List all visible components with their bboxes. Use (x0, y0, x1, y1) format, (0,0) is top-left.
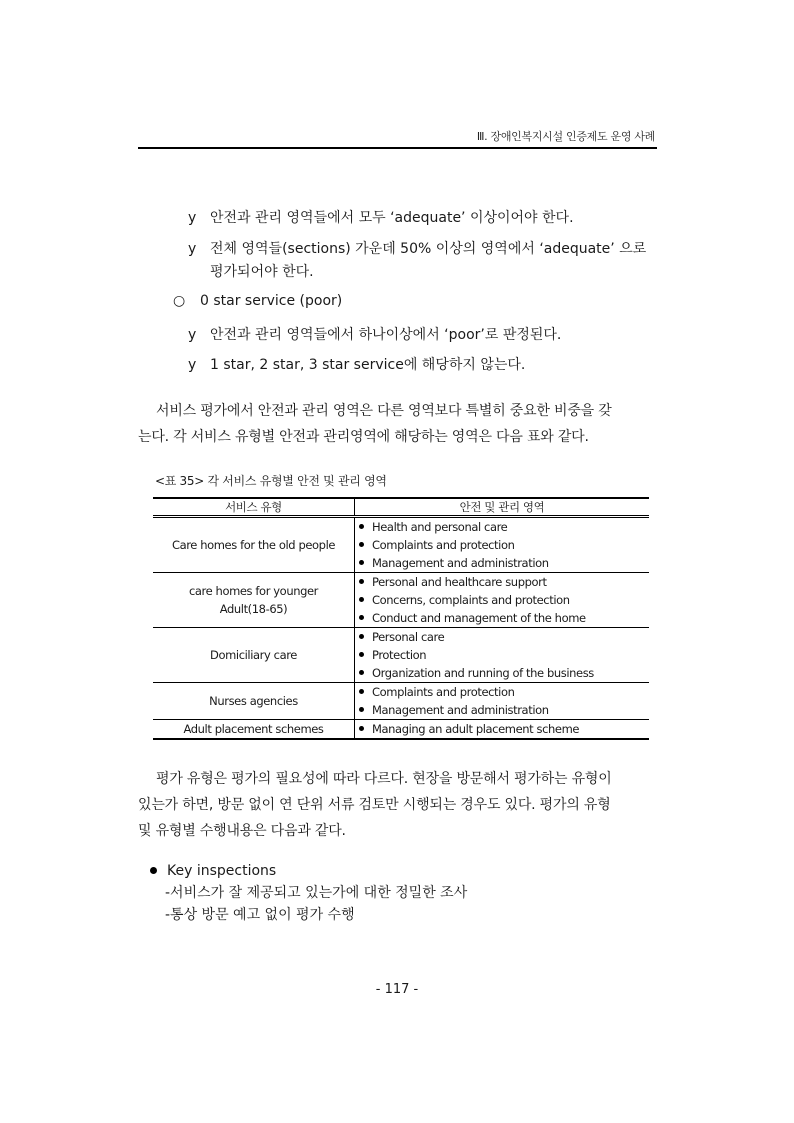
bullet-dot-icon (359, 689, 364, 694)
list-item: -통상 방문 예고 없이 평가 수행 (165, 907, 355, 923)
table-header-row (153, 498, 649, 517)
service-type-cell: Nurses agencies (153, 683, 355, 720)
zero-star-heading (173, 291, 342, 311)
area-label: Management and administration (372, 703, 549, 717)
bullet-dot-icon (359, 524, 364, 529)
list-item (355, 628, 649, 646)
circle-bullet-icon: ○ (173, 293, 186, 309)
areas-cell (355, 683, 650, 720)
criteria-item (188, 208, 574, 228)
paragraph-line: 및 유형별 수행내용은 다음과 같다. (138, 823, 346, 839)
inspection-heading (150, 861, 276, 881)
list-item (355, 683, 649, 701)
table-row (153, 683, 649, 720)
paragraph-line: 서비스 평가에서 안전과 관리 영역은 다른 영역보다 특별히 중요한 비중을 갖 (156, 403, 612, 419)
criteria-item (188, 325, 561, 345)
bullet-dot-icon (150, 867, 157, 874)
list-item (355, 536, 649, 554)
bullet-dot-icon (359, 726, 364, 731)
area-label: Complaints and protection (372, 538, 515, 552)
criteria-text: 안전과 관리 영역들에서 하나이상에서 ‘poor’로 판정된다. (210, 327, 562, 343)
area-label: Personal care (372, 630, 445, 644)
area-label: Protection (372, 648, 427, 662)
areas-cell (355, 720, 650, 740)
criteria-text-continued: 평가되어야 한다. (210, 264, 314, 280)
area-label: Organization and running of the business (372, 666, 594, 680)
page-number: - 117 - (375, 982, 419, 997)
criteria-text: 전체 영역들(sections) 가운데 50% 이상의 영역에서 ‘adequate’ 으로 (210, 241, 647, 257)
bullet-dot-icon (359, 597, 364, 602)
area-label: Management and administration (372, 556, 549, 570)
service-type-cell (153, 573, 355, 628)
paragraph-line: 평가 유형은 평가의 필요성에 따라 다르다. 현장을 방문해서 평가하는 유형이 (156, 771, 612, 787)
inspection-title: Key inspections (167, 863, 277, 879)
bullet-y: y (188, 327, 197, 343)
bullet-dot-icon (359, 542, 364, 547)
criteria-text: 안전과 관리 영역들에서 모두 ‘adequate’ 이상이어야 한다. (210, 210, 574, 226)
list-item (355, 646, 649, 664)
header-service-type: 서비스 유형 (153, 498, 355, 517)
bullet-dot-icon (359, 652, 364, 657)
service-type-line: Adult(18-65) (219, 602, 288, 616)
bullet-dot-icon (359, 579, 364, 584)
list-item (355, 609, 649, 627)
table-row (153, 628, 649, 683)
area-label: Health and personal care (372, 520, 508, 534)
bullet-y: y (188, 241, 197, 257)
zero-star-label: 0 star service (poor) (200, 293, 343, 309)
criteria-item (188, 239, 646, 259)
list-item (355, 554, 649, 572)
bullet-dot-icon (359, 615, 364, 620)
list-item (355, 701, 649, 719)
service-type-cell: Care homes for the old people (153, 517, 355, 573)
paragraph-1 (138, 398, 658, 450)
paragraph-line: 는다. 각 서비스 유형별 안전과 관리영역에 해당하는 영역은 다음 표와 같다. (138, 429, 589, 445)
table-row (153, 517, 649, 573)
service-table (153, 497, 649, 740)
service-type-cell: Domiciliary care (153, 628, 355, 683)
list-item (355, 518, 649, 536)
area-label: Complaints and protection (372, 685, 515, 699)
list-item (355, 664, 649, 682)
bullet-dot-icon (359, 560, 364, 565)
bullet-dot-icon (359, 707, 364, 712)
table-row (153, 720, 649, 740)
service-type-line: care homes for younger (188, 584, 318, 598)
bullet-y: y (188, 210, 197, 226)
list-item (355, 573, 649, 591)
area-label: Conduct and management of the home (372, 611, 586, 625)
table-row (153, 573, 649, 628)
areas-cell (355, 573, 650, 628)
area-label: Concerns, complaints and protection (372, 593, 570, 607)
bullet-y: y (188, 357, 197, 373)
criteria-item (188, 355, 525, 375)
areas-cell (355, 628, 650, 683)
service-type-cell: Adult placement schemes (153, 720, 355, 740)
table-caption: <표 35> 각 서비스 유형별 안전 및 관리 영역 (155, 474, 387, 488)
paragraph-line: 있는가 하면, 방문 없이 연 단위 서류 검토만 시행되는 경우도 있다. 평가의 유형 (138, 797, 611, 813)
header-areas: 안전 및 관리 영역 (355, 498, 650, 517)
list-item: -서비스가 잘 제공되고 있는가에 대한 정밀한 조사 (165, 885, 468, 901)
page-header (138, 125, 657, 149)
area-label: Managing an adult placement scheme (372, 722, 580, 736)
paragraph-2 (138, 766, 658, 844)
bullet-dot-icon (359, 670, 364, 675)
list-item (355, 591, 649, 609)
criteria-text: 1 star, 2 star, 3 star service에 해당하지 않는다. (210, 357, 526, 373)
list-item (355, 720, 649, 738)
bullet-dot-icon (359, 634, 364, 639)
areas-cell (355, 517, 650, 573)
chapter-title: Ⅲ. 장애인복지시설 인증제도 운영 사례 (476, 130, 655, 143)
area-label: Personal and healthcare support (372, 575, 547, 589)
